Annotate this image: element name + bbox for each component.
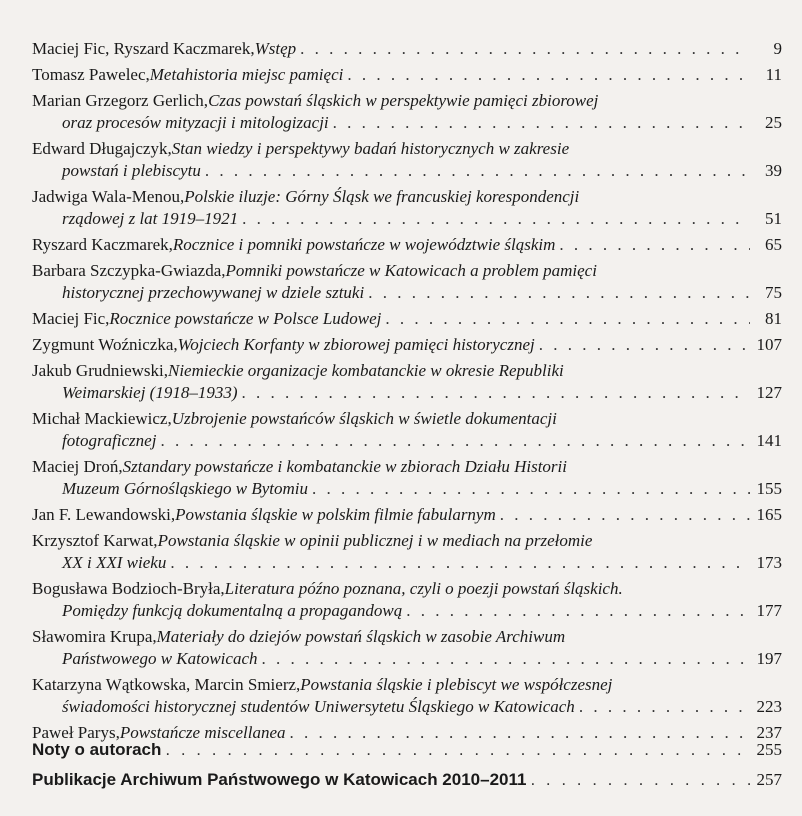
entry-title: świadomości historycznej studentów Uniwersytetu Śląskiego w Katowicach bbox=[62, 697, 575, 716]
entry-author: Maciej Droń, bbox=[32, 457, 123, 476]
entry-title: fotograficznej bbox=[62, 431, 157, 450]
entry-author: Bogusława Bodzioch-Bryła, bbox=[32, 579, 225, 598]
entry-author: Jakub Grudniewski, bbox=[32, 361, 168, 380]
entry-author: Maciej Fic, bbox=[32, 309, 110, 328]
entry-title: Stan wiedzy i perspektywy badań historycznych w zakresie bbox=[171, 139, 570, 158]
toc-line bbox=[32, 64, 782, 86]
toc-entry bbox=[32, 360, 782, 404]
entry-author: Paweł Parys, bbox=[32, 723, 120, 742]
dot-leader bbox=[539, 334, 750, 356]
toc-line bbox=[32, 360, 782, 382]
toc-entry bbox=[32, 90, 782, 134]
toc-entry bbox=[32, 260, 782, 304]
toc-line bbox=[32, 600, 782, 622]
toc-line bbox=[32, 456, 782, 478]
entry-title: Uzbrojenie powstańców śląskich w świetle dokumentacji bbox=[171, 409, 557, 428]
entry-title: Powstania śląskie w polskim filmie fabularnym bbox=[175, 505, 496, 524]
entry-page-number: 81 bbox=[765, 309, 782, 328]
toc-entry bbox=[32, 308, 782, 330]
entry-page-number: 177 bbox=[756, 601, 782, 620]
entry-page-number: 11 bbox=[765, 65, 782, 84]
toc-line bbox=[32, 38, 782, 60]
entry-page-number: 165 bbox=[756, 505, 782, 524]
entry-page-number: 107 bbox=[756, 335, 782, 354]
entry-author: Maciej Fic, Ryszard Kaczmarek, bbox=[32, 39, 255, 58]
toc-line bbox=[32, 186, 782, 208]
toc-line bbox=[32, 90, 782, 112]
dot-leader bbox=[262, 648, 751, 670]
dot-leader bbox=[500, 504, 750, 526]
entry-title: XX i XXI wieku bbox=[62, 553, 167, 572]
toc-entry bbox=[32, 456, 782, 500]
toc-entry bbox=[32, 578, 782, 622]
dot-leader bbox=[406, 600, 750, 622]
entry-page-number: 173 bbox=[756, 553, 782, 572]
toc-line bbox=[32, 234, 782, 256]
entry-title: Pomiędzy funkcją dokumentalną a propagandową bbox=[62, 601, 403, 620]
dot-leader bbox=[579, 696, 750, 718]
entry-title: Rocznice i pomniki powstańcze w województwie śląskim bbox=[172, 235, 556, 254]
toc-entry bbox=[32, 504, 782, 526]
entry-title: rządowej z lat 1919–1921 bbox=[62, 209, 239, 228]
toc-line bbox=[32, 648, 782, 670]
dot-leader bbox=[559, 234, 750, 256]
entry-page-number: 25 bbox=[765, 113, 782, 132]
entry-page-number: 51 bbox=[765, 209, 782, 228]
entry-page-number: 127 bbox=[756, 383, 782, 402]
dot-leader bbox=[165, 738, 750, 762]
toc-line bbox=[32, 282, 782, 304]
entry-author: Barbara Szczypka-Gwiazda, bbox=[32, 261, 226, 280]
toc-entry bbox=[32, 626, 782, 670]
entry-author: Edward Długajczyk, bbox=[32, 139, 172, 158]
entry-page-number: 39 bbox=[765, 161, 782, 180]
entry-author: Ryszard Kaczmarek, bbox=[32, 235, 173, 254]
entry-title: Niemieckie organizacje kombatanckie w okresie Republiki bbox=[167, 361, 564, 380]
toc-line bbox=[32, 696, 782, 718]
dot-leader bbox=[242, 208, 750, 230]
entry-title: Powstańcze miscellanea bbox=[119, 723, 286, 742]
toc-entry bbox=[32, 530, 782, 574]
entry-author: Tomasz Pawelec, bbox=[32, 65, 150, 84]
toc-entry bbox=[32, 234, 782, 256]
toc-line bbox=[32, 334, 782, 356]
entry-page-number: 9 bbox=[773, 39, 782, 58]
entry-title: Wojciech Korfanty w zbiorowej pamięci historycznej bbox=[177, 335, 535, 354]
dot-leader bbox=[300, 38, 750, 60]
entry-page-number: 65 bbox=[765, 235, 782, 254]
toc-line bbox=[32, 578, 782, 600]
appendix-section bbox=[32, 738, 782, 798]
entry-title: Polskie iluzje: Górny Śląsk we francuskiej korespondencji bbox=[184, 187, 580, 206]
entry-title: Rocznice powstańcze w Polsce Ludowej bbox=[109, 309, 382, 328]
entry-title: Literatura późno poznana, czyli o poezji powstań śląskich. bbox=[224, 579, 623, 598]
toc-line bbox=[32, 260, 782, 282]
toc-entry bbox=[32, 408, 782, 452]
appendix-label: Noty o autorach bbox=[32, 740, 162, 759]
appendix-page-number: 255 bbox=[756, 740, 782, 759]
entry-title: Metahistoria miejsc pamięci bbox=[149, 65, 344, 84]
entry-title: Powstania śląskie i plebiscyt we współczesnej bbox=[300, 675, 613, 694]
entry-title: Sztandary powstańcze i kombatanckie w zbiorach Działu Historii bbox=[122, 457, 567, 476]
entry-title: Powstania śląskie w opinii publicznej i w mediach na przełomie bbox=[157, 531, 593, 550]
entry-title: Państwowego w Katowicach bbox=[62, 649, 258, 668]
toc-entry bbox=[32, 38, 782, 60]
entry-author: Marian Grzegorz Gerlich, bbox=[32, 91, 209, 110]
entry-page-number: 197 bbox=[756, 649, 782, 668]
entry-title: powstań i plebiscytu bbox=[62, 161, 201, 180]
entry-page-number: 155 bbox=[756, 479, 782, 498]
entry-title: Pomniki powstańcze w Katowicach a problem pamięci bbox=[225, 261, 597, 280]
entry-title: Materiały do dziejów powstań śląskich w zasobie Archiwum bbox=[156, 627, 566, 646]
entry-page-number: 223 bbox=[756, 697, 782, 716]
entry-title: Weimarskiej (1918–1933) bbox=[62, 383, 238, 402]
entry-title: oraz procesów mityzacji i mitologizacji bbox=[62, 113, 329, 132]
dot-leader bbox=[242, 382, 751, 404]
appendix-entry bbox=[32, 738, 782, 762]
entry-title: Czas powstań śląskich w perspektywie pamięci zbiorowej bbox=[208, 91, 599, 110]
toc-entry bbox=[32, 674, 782, 718]
dot-leader bbox=[333, 112, 750, 134]
entry-author: Krzysztof Karwat, bbox=[32, 531, 158, 550]
entry-page-number: 237 bbox=[756, 723, 782, 742]
toc-entry bbox=[32, 186, 782, 230]
toc-line bbox=[32, 478, 782, 500]
appendix-page-number: 257 bbox=[756, 770, 782, 789]
entry-author: Jan F. Lewandowski, bbox=[32, 505, 176, 524]
dot-leader bbox=[385, 308, 750, 330]
toc-line bbox=[32, 160, 782, 182]
entry-title: Wstęp bbox=[254, 39, 297, 58]
dot-leader bbox=[312, 478, 750, 500]
entry-author: Michał Mackiewicz, bbox=[32, 409, 172, 428]
entry-page-number: 141 bbox=[756, 431, 782, 450]
entry-author: Katarzyna Wątkowska, Marcin Smierz, bbox=[32, 675, 301, 694]
toc-entry bbox=[32, 64, 782, 86]
entry-title: Muzeum Górnośląskiego w Bytomiu bbox=[62, 479, 309, 498]
toc-entry bbox=[32, 138, 782, 182]
entry-author: Zygmunt Woźniczka, bbox=[32, 335, 178, 354]
entry-author: Jadwiga Wala-Menou, bbox=[32, 187, 185, 206]
appendix-label: Publikacje Archiwum Państwowego w Katowicach 2010–2011 bbox=[32, 770, 527, 789]
toc-line bbox=[32, 308, 782, 330]
dot-leader bbox=[530, 768, 750, 792]
dot-leader bbox=[368, 282, 750, 304]
dot-leader bbox=[205, 160, 750, 182]
appendix-entry bbox=[32, 768, 782, 792]
toc-line bbox=[32, 408, 782, 430]
toc-line bbox=[32, 138, 782, 160]
toc-line bbox=[32, 208, 782, 230]
toc-line bbox=[32, 626, 782, 648]
toc-line bbox=[32, 674, 782, 696]
entry-title: historycznej przechowywanej w dziele sztuki bbox=[62, 283, 365, 302]
toc-line bbox=[32, 112, 782, 134]
toc-entry bbox=[32, 334, 782, 356]
toc-line bbox=[32, 382, 782, 404]
dot-leader bbox=[170, 552, 750, 574]
toc-line bbox=[32, 530, 782, 552]
dot-leader bbox=[347, 64, 750, 86]
toc-line bbox=[32, 552, 782, 574]
entry-author: Sławomira Krupa, bbox=[32, 627, 157, 646]
dot-leader bbox=[160, 430, 750, 452]
toc-line bbox=[32, 430, 782, 452]
table-of-contents bbox=[32, 38, 782, 748]
toc-line bbox=[32, 504, 782, 526]
entry-page-number: 75 bbox=[765, 283, 782, 302]
